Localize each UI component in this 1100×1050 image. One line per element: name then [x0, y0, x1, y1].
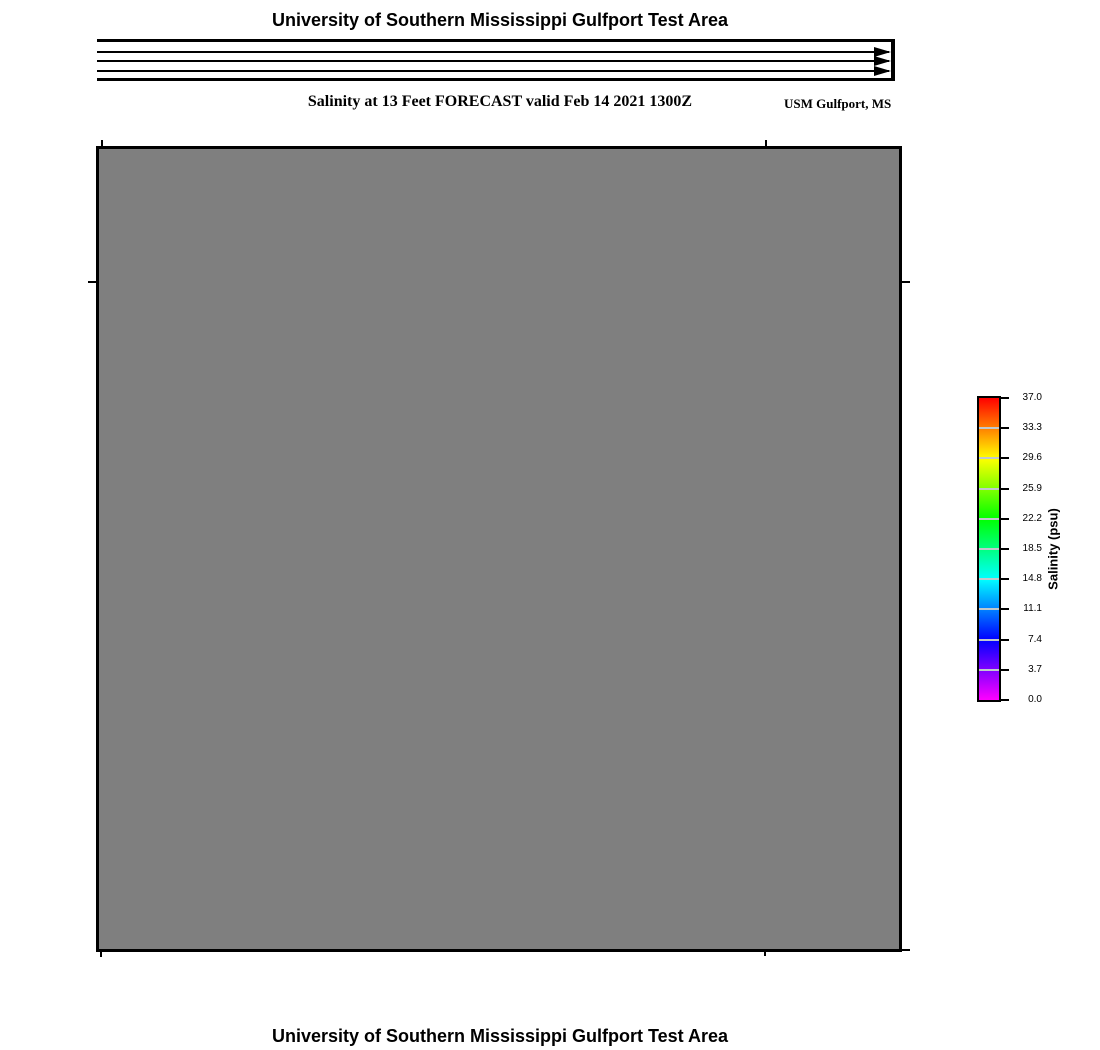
colorbar-tick: [1001, 669, 1009, 671]
colorbar-tick-label: 7.4: [1028, 633, 1042, 645]
colorbar-tick-label: 37.0: [1022, 392, 1042, 403]
map-tick-right: [902, 949, 910, 951]
right-arrow-icon: [874, 56, 891, 66]
page-title: University of Southern Mississippi Gulfport Test Area: [271, 10, 729, 30]
map-area: [96, 146, 902, 952]
banner-top-rule: [97, 39, 895, 42]
colorbar-tick: [1001, 457, 1009, 459]
colorbar-tick: [1001, 488, 1009, 490]
right-arrow-icon: [874, 47, 891, 57]
colorbar-tick-label: 0.0: [1028, 694, 1042, 705]
colorbar-separator: [979, 669, 999, 671]
colorbar-tick-label: 25.9: [1022, 482, 1042, 494]
colorbar-tick-label: 33.3: [1022, 422, 1042, 434]
colorbar-separator: [979, 639, 999, 641]
colorbar-tick-label: 22.2: [1022, 512, 1042, 524]
colorbar-tick-label: 29.6: [1022, 452, 1042, 464]
colorbar-separator: [979, 427, 999, 429]
map-tick-top: [101, 140, 103, 146]
colorbar-tick-label: 3.7: [1028, 663, 1042, 675]
station-credit: USM Gulfport, MS: [784, 96, 892, 111]
colorbar-separator: [979, 608, 999, 610]
flow-line: [97, 70, 889, 72]
colorbar-tick-label: 14.8: [1022, 573, 1042, 585]
colorbar-tick: [1001, 518, 1009, 520]
colorbar-tick: [1001, 639, 1009, 641]
map-tick-right: [902, 281, 910, 283]
colorbar-title: Salinity (psu): [1045, 508, 1061, 590]
flow-line: [97, 51, 889, 53]
banner-bottom-rule: [97, 78, 895, 81]
colorbar-tick-label: 18.5: [1022, 543, 1042, 554]
flow-banner: [97, 39, 895, 81]
footer-title: University of Southern Mississippi Gulfport Test Area: [271, 1026, 729, 1046]
map-tick-left: [88, 281, 96, 283]
colorbar-separator: [979, 488, 999, 490]
colorbar-separator: [979, 578, 999, 580]
map-tick-bottom: [100, 952, 102, 957]
map-tick-top: [765, 140, 767, 146]
colorbar-tick: [1001, 608, 1009, 610]
colorbar-tick: [1001, 548, 1009, 550]
colorbar-tick: [1001, 427, 1009, 429]
right-arrow-icon: [874, 66, 891, 76]
colorbar-tick: [1001, 578, 1009, 580]
colorbar-gradient: [977, 396, 1001, 702]
forecast-subtitle: Salinity at 13 Feet FORECAST valid Feb 14 2021 1300Z: [307, 93, 693, 110]
colorbar-tick: [1001, 699, 1009, 701]
colorbar-separator: [979, 548, 999, 550]
colorbar-tick-label: 11.1: [1023, 603, 1042, 615]
map-tick-bottom: [764, 952, 766, 956]
banner-right-bar: [891, 39, 895, 81]
colorbar-separator: [979, 518, 999, 520]
colorbar-tick: [1001, 397, 1009, 399]
colorbar-separator: [979, 457, 999, 459]
flow-line: [97, 60, 889, 62]
